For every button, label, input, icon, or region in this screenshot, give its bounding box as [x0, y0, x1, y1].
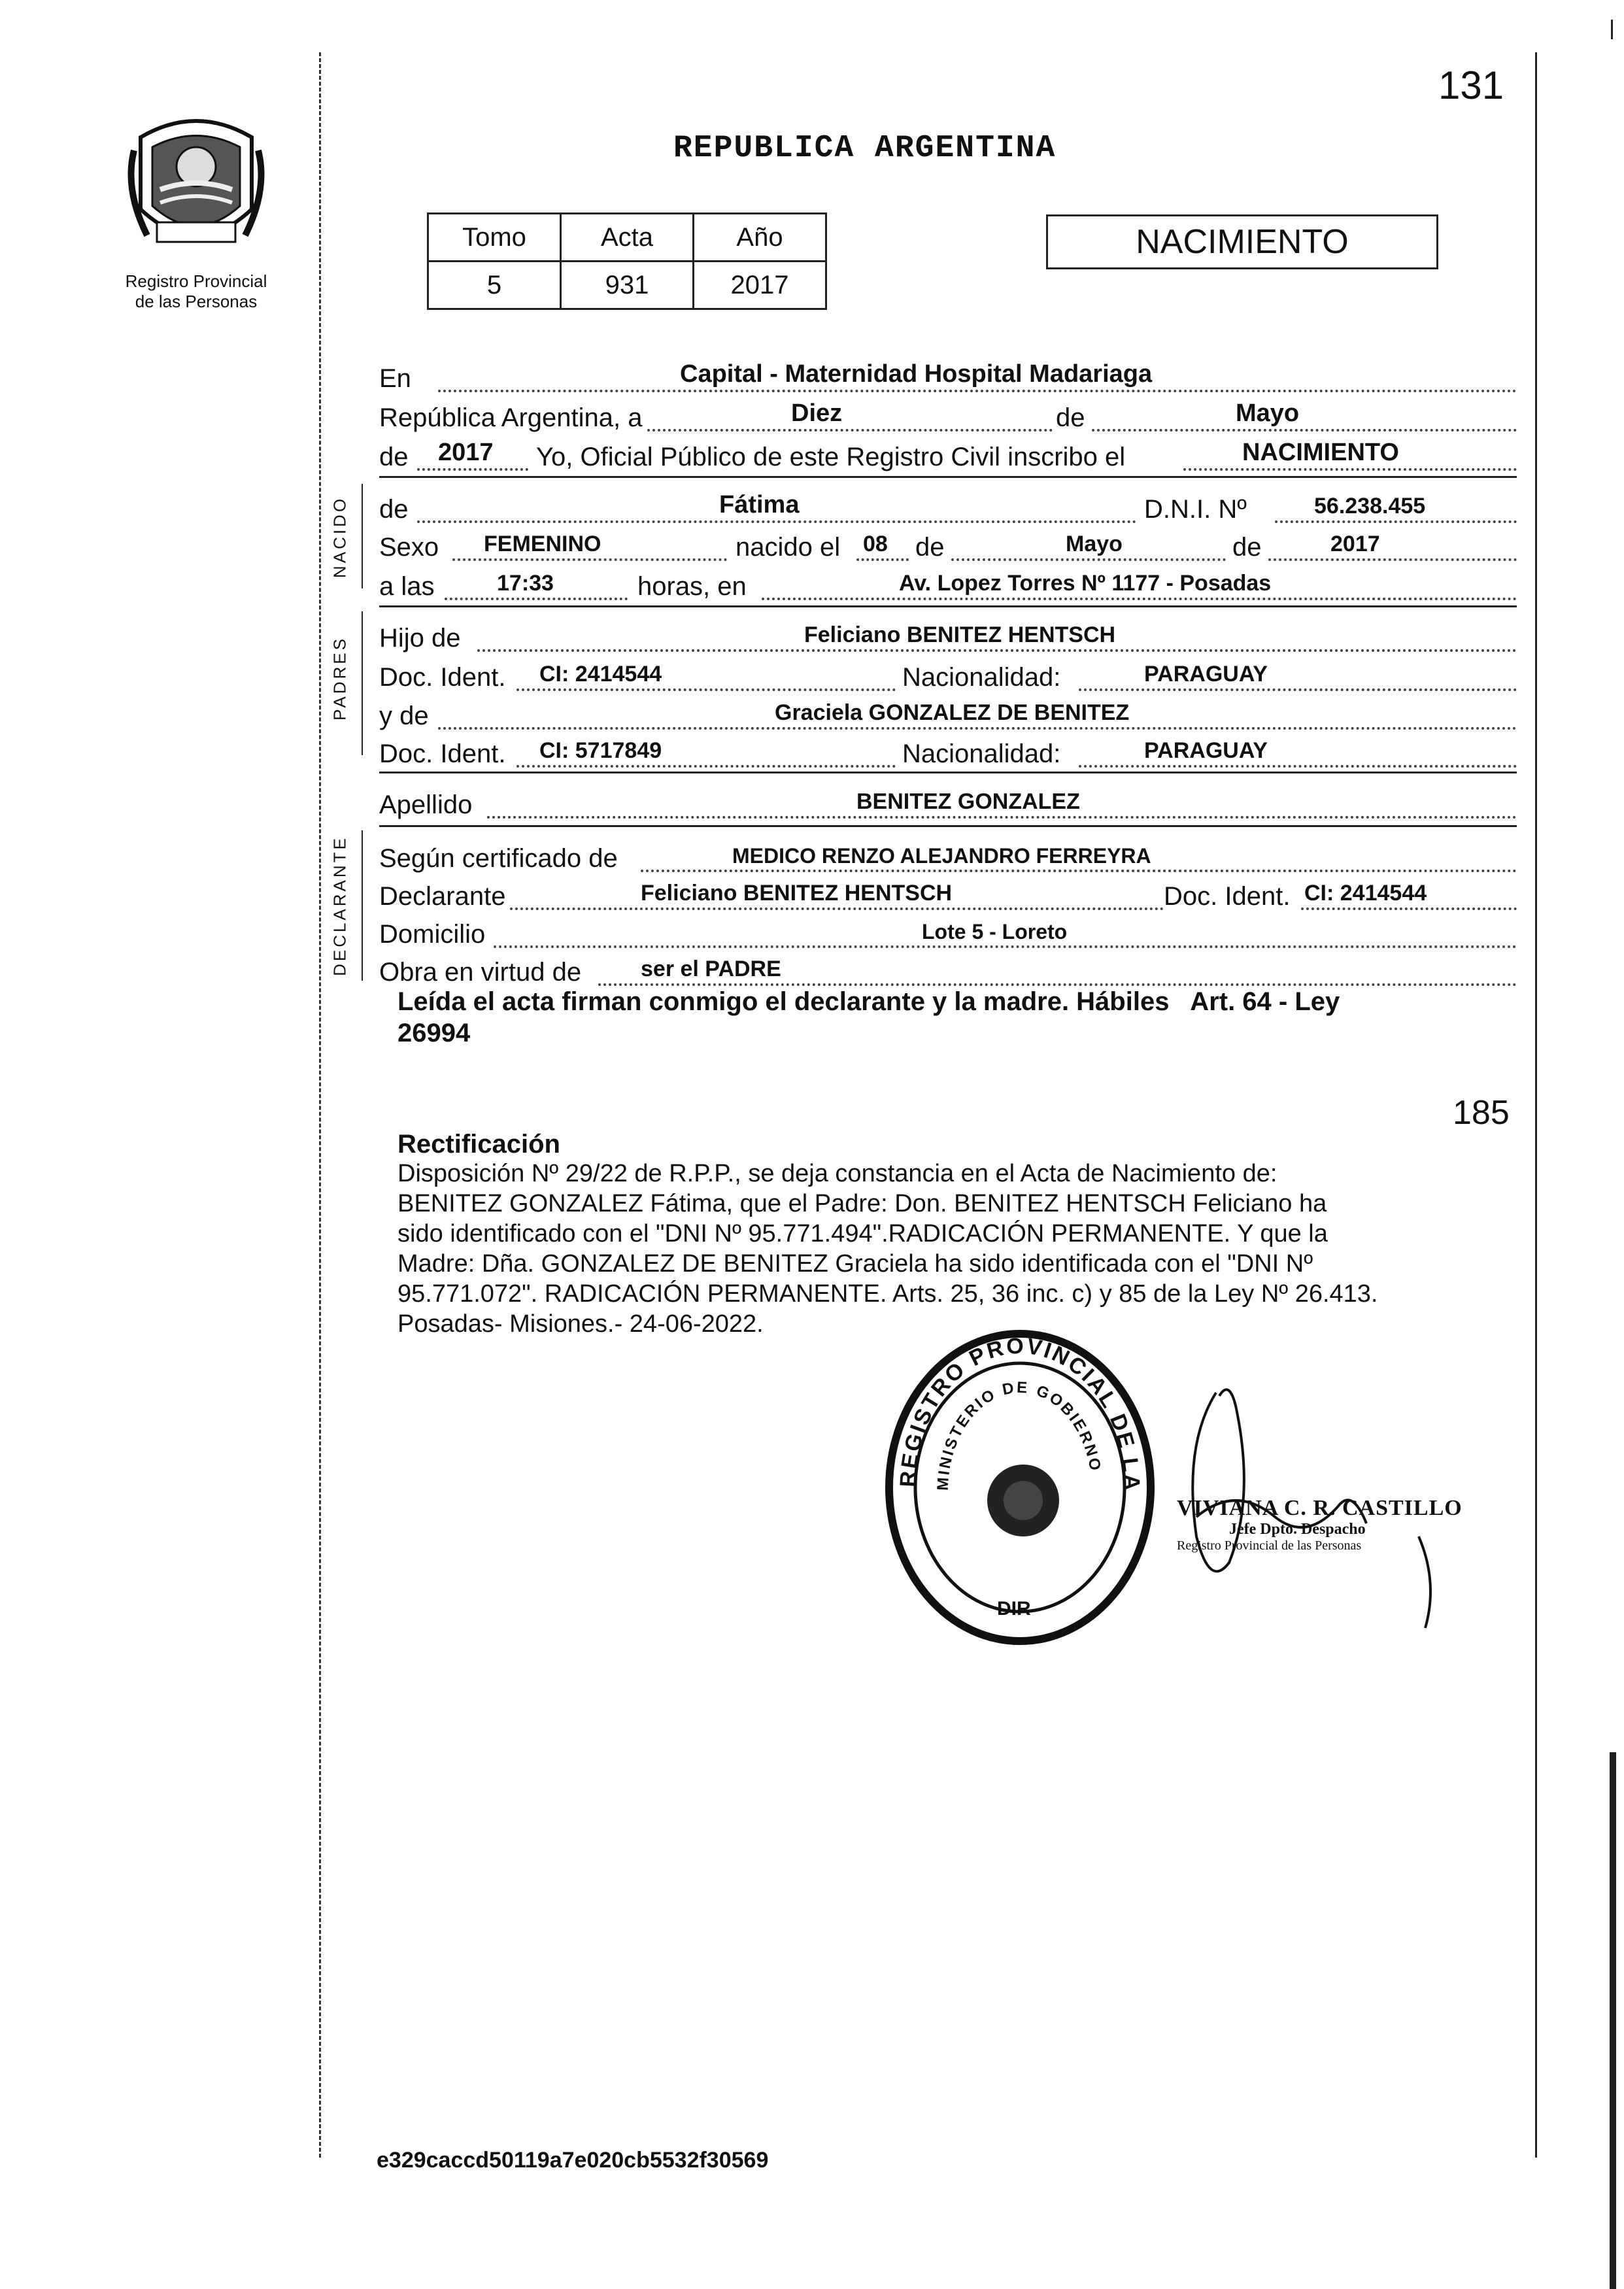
table-header-tomo: Tomo [428, 214, 561, 262]
value-mes: Mayo [1236, 399, 1300, 427]
dotted-line [417, 468, 528, 471]
label-nacido-el: nacido el [736, 533, 841, 562]
table-cell-anio: 2017 [694, 262, 826, 309]
rect-line: Disposición Nº 29/22 de R.P.P., se deja constancia en el Acta de Nacimiento de: [398, 1160, 1277, 1187]
margin-number: 185 [1453, 1094, 1510, 1132]
field-nombre [379, 489, 1517, 527]
label-domicilio: Domicilio [379, 920, 486, 949]
field-declarante [379, 876, 1517, 914]
field-en [379, 358, 1517, 396]
label-nacionalidad: Nacionalidad: [902, 739, 1061, 768]
value-hora: 17:33 [497, 571, 554, 596]
label-y-de: y de [379, 702, 429, 730]
rect-line: BENITEZ GONZALEZ Fátima, que el Padre: Don. BENITEZ HENTSCH Feliciano ha [398, 1190, 1327, 1217]
label-republica: República Argentina, a [379, 403, 643, 432]
field-madre-doc [379, 734, 1517, 771]
label-nacionalidad: Nacionalidad: [902, 663, 1061, 692]
field-republica [379, 398, 1517, 435]
dotted-line [1301, 907, 1517, 910]
dotted-line [477, 649, 1517, 652]
signer-name: VIVIANA C. R. CASTILLO [1177, 1496, 1463, 1520]
dotted-line [1079, 688, 1517, 691]
official-stamp [876, 1327, 1164, 1648]
act-type-box: NACIMIENTO [1046, 214, 1438, 269]
rect-line: 95.771.072". RADICACIÓN PERMANENTE. Arts. 25, 36 inc. c) y 85 de la Ley Nº 26.413. [398, 1280, 1378, 1308]
top-right-mark [1611, 20, 1613, 39]
field-anio [379, 437, 1517, 475]
dotted-line [445, 598, 628, 600]
value-domicilio: Lote 5 - Loreto [922, 920, 1068, 943]
dotted-line [647, 429, 1053, 432]
dotted-line [1079, 765, 1517, 768]
value-dni: 56.238.455 [1314, 494, 1426, 518]
left-margin-line [319, 52, 321, 2158]
label-de-mes-nac: de [915, 533, 945, 562]
registry-table [427, 212, 827, 310]
value-lugar: Av. Lopez Torres Nº 1177 - Posadas [899, 571, 1272, 596]
field-hora [379, 566, 1517, 604]
separator-line [379, 825, 1517, 827]
table-cell-tomo: 5 [428, 262, 561, 309]
label-certificado: Según certificado de [379, 844, 618, 873]
svg-text:DIR: DIR [997, 1598, 1031, 1619]
rectificacion-body [398, 1159, 1509, 1339]
signer-role: Jefe Dpto. Despacho [1229, 1521, 1366, 1538]
right-margin-line [1535, 52, 1537, 2158]
label-declarante: Declarante [379, 882, 506, 911]
svg-text:MINISTERIO DE GOBIERNO: MINISTERIO DE GOBIERNO [934, 1378, 1105, 1491]
dotted-line [494, 945, 1517, 948]
value-madre: Graciela GONZALEZ DE BENITEZ [775, 700, 1130, 725]
dotted-line [452, 558, 727, 561]
rect-line: sido identificado con el "DNI Nº 95.771.494".RADICACIÓN PERMANENTE. Y que la [398, 1220, 1328, 1247]
label-de-mes: de [1056, 403, 1085, 432]
value-certificado: MEDICO RENZO ALEJANDRO FERREYRA [732, 844, 1151, 868]
label-doc-ident: Doc. Ident. [379, 739, 506, 768]
dotted-line [1092, 429, 1517, 432]
label-de-anio-nac: de [1232, 533, 1262, 562]
dotted-line [641, 870, 1517, 872]
value-madre-nac: PARAGUAY [1144, 738, 1268, 763]
svg-text:REGISTRO PROVINCIAL DE LAS PER: REGISTRO PROVINCIAL DE LA [895, 1333, 1145, 1493]
field-domicilio [379, 914, 1517, 952]
dotted-line [516, 765, 896, 768]
value-sexo: FEMENINO [484, 532, 601, 556]
label-apellido: Apellido [379, 790, 473, 819]
label-hijo-de: Hijo de [379, 624, 461, 653]
table-header-anio: Año [694, 214, 826, 262]
dotted-line [856, 558, 909, 561]
signature-block [1177, 1496, 1517, 1553]
label-sexo: Sexo [379, 533, 439, 562]
value-dia: Diez [791, 399, 843, 427]
separator-line [379, 476, 1517, 478]
field-obra [379, 952, 1517, 990]
field-madre [379, 696, 1517, 734]
side-line-padres [362, 611, 363, 755]
value-acto: NACIMIENTO [1242, 439, 1399, 466]
label-horas-en: horas, en [637, 572, 747, 601]
label-obra: Obra en virtud de [379, 958, 582, 987]
value-anio-nac: 2017 [1330, 532, 1380, 556]
side-label-declarante: DECLARANTE [330, 836, 350, 976]
signer-org: Registro Provincial de las Personas [1177, 1538, 1362, 1553]
field-certificado [379, 838, 1517, 876]
dotted-line [951, 558, 1226, 561]
label-doc-ident: Doc. Ident. [379, 663, 506, 692]
side-line-nacido [362, 484, 363, 588]
right-edge-mark [1610, 1752, 1616, 2289]
rect-line: Posadas- Misiones.- 24-06-2022. [398, 1310, 764, 1338]
closing-note: Leída el acta firman conmigo el declarante y la madre. Hábiles Art. 64 - Ley 26994 [398, 987, 1340, 1047]
separator-line [379, 771, 1517, 773]
value-nombre: Fátima [719, 491, 800, 518]
value-madre-doc: CI: 5717849 [539, 738, 662, 763]
label-dni: D.N.I. Nº [1144, 495, 1247, 524]
dotted-line [1275, 520, 1517, 523]
side-label-padres: PADRES [330, 636, 350, 721]
value-declarante: Feliciano BENITEZ HENTSCH [641, 881, 953, 906]
value-padre-doc: CI: 2414544 [539, 662, 662, 687]
label-a-las: a las [379, 572, 435, 601]
table-cell-acta: 931 [561, 262, 694, 309]
dotted-line [762, 598, 1517, 600]
document-hash: e329caccd50119a7e020cb5532f30569 [377, 2148, 769, 2173]
value-mes-nac: Mayo [1066, 532, 1123, 556]
value-en: Capital - Maternidad Hospital Madariaga [680, 360, 1153, 388]
field-sexo [379, 527, 1517, 565]
label-doc-ident: Doc. Ident. [1164, 882, 1291, 911]
dotted-line [438, 727, 1517, 730]
dotted-line [1268, 558, 1517, 561]
dotted-line [510, 907, 1164, 910]
value-padre: Feliciano BENITEZ HENTSCH [804, 622, 1116, 647]
label-de-anio: de [379, 443, 409, 471]
logo-caption: Registro Provincial de las Personas [125, 271, 267, 311]
dotted-line [438, 390, 1517, 392]
table-header-acta: Acta [561, 214, 694, 262]
value-obra: ser el PADRE [641, 957, 781, 981]
value-dia-nac: 08 [863, 532, 888, 556]
rect-line: Madre: Dña. GONZALEZ DE BENITEZ Graciela ha sido identificada con el "DNI Nº [398, 1250, 1313, 1278]
rectificacion-heading: Rectificación [398, 1130, 560, 1159]
value-apellido: BENITEZ GONZALEZ [856, 789, 1080, 814]
label-de-nombre: de [379, 495, 409, 524]
dotted-line [516, 688, 896, 691]
document-title: REPUBLICA ARGENTINA [673, 131, 1057, 166]
label-oficial: Yo, Oficial Público de este Registro Civil inscribo el [536, 443, 1126, 471]
value-padre-nac: PARAGUAY [1144, 662, 1268, 687]
field-padre [379, 618, 1517, 656]
value-declarante-doc: CI: 2414544 [1304, 881, 1427, 906]
side-label-nacido: NACIDO [330, 496, 350, 579]
dotted-line [417, 520, 1136, 523]
side-line-declarante [362, 830, 363, 981]
value-anio: 2017 [438, 439, 494, 466]
label-en: En [379, 364, 411, 393]
province-seal-logo [121, 111, 271, 262]
field-padre-doc [379, 657, 1517, 695]
page-number: 131 [1438, 63, 1504, 107]
dotted-line [1183, 468, 1517, 471]
separator-line [379, 605, 1517, 607]
dotted-line [487, 816, 1517, 819]
field-apellido [379, 785, 1517, 822]
